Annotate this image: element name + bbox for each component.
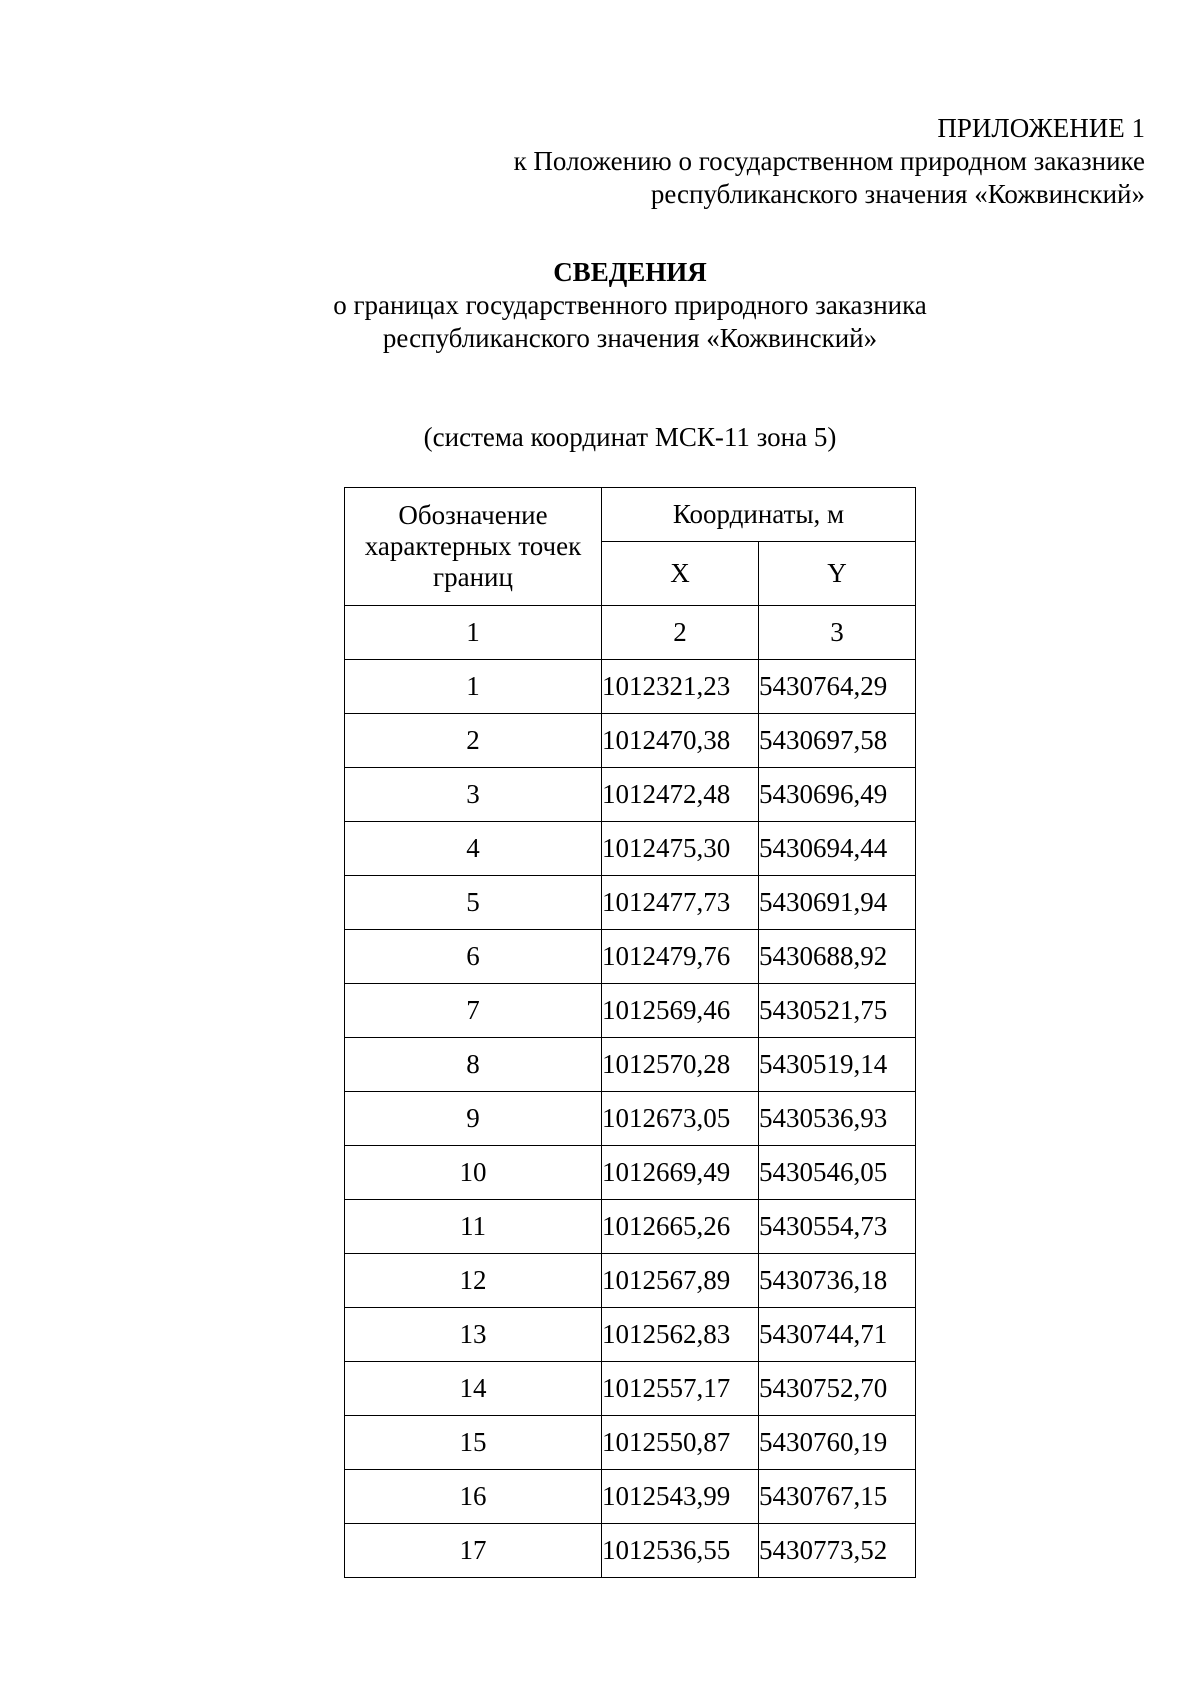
table-row xyxy=(345,1146,916,1200)
x-coordinate-cell: 1012543,99 xyxy=(602,1470,759,1524)
point-id-cell: 2 xyxy=(345,714,602,768)
coordinate-system-note: (система координат МСК-11 зона 5) xyxy=(423,422,837,452)
point-id-cell: 6 xyxy=(345,930,602,984)
table-row xyxy=(345,1092,916,1146)
x-coordinate-cell: 1012472,48 xyxy=(602,768,759,822)
point-id-cell: 11 xyxy=(345,1200,602,1254)
header-coordinates: Координаты, м xyxy=(602,488,916,542)
x-coordinate-cell: 1012673,05 xyxy=(602,1092,759,1146)
coordinates-table xyxy=(344,487,916,1578)
appendix-label: ПРИЛОЖЕНИЕ 1 xyxy=(937,113,1145,143)
y-coordinate-cell: 5430519,14 xyxy=(759,1038,916,1092)
y-coordinate-cell: 5430773,52 xyxy=(759,1524,916,1578)
table-row xyxy=(345,768,916,822)
point-id-cell: 4 xyxy=(345,822,602,876)
x-coordinate-cell: 1012665,26 xyxy=(602,1200,759,1254)
table-row xyxy=(345,1038,916,1092)
point-id-cell: 10 xyxy=(345,1146,602,1200)
x-coordinate-cell: 1012479,76 xyxy=(602,930,759,984)
header-y: Y xyxy=(759,542,916,606)
table-row xyxy=(345,1416,916,1470)
y-coordinate-cell: 5430554,73 xyxy=(759,1200,916,1254)
column-number: 3 xyxy=(759,606,916,660)
appendix-reference-continued: республиканского значения «Кожвинский» xyxy=(650,179,1145,209)
x-coordinate-cell: 1012570,28 xyxy=(602,1038,759,1092)
y-coordinate-cell: 5430764,29 xyxy=(759,660,916,714)
y-coordinate-cell: 5430744,71 xyxy=(759,1308,916,1362)
point-id-cell: 7 xyxy=(345,984,602,1038)
header-points: Обозначение характерных точек границ xyxy=(345,488,602,606)
document-subtitle-continued: республиканского значения «Кожвинский» xyxy=(382,323,878,353)
y-coordinate-cell: 5430688,92 xyxy=(759,930,916,984)
point-id-cell: 9 xyxy=(345,1092,602,1146)
y-coordinate-cell: 5430697,58 xyxy=(759,714,916,768)
table-row xyxy=(345,1524,916,1578)
x-coordinate-cell: 1012569,46 xyxy=(602,984,759,1038)
document-subtitle: о границах государственного природного заказника xyxy=(333,290,927,320)
y-coordinate-cell: 5430760,19 xyxy=(759,1416,916,1470)
table-row xyxy=(345,714,916,768)
point-id-cell: 16 xyxy=(345,1470,602,1524)
y-coordinate-cell: 5430536,93 xyxy=(759,1092,916,1146)
table-row xyxy=(345,1308,916,1362)
point-id-cell: 8 xyxy=(345,1038,602,1092)
x-coordinate-cell: 1012475,30 xyxy=(602,822,759,876)
y-coordinate-cell: 5430521,75 xyxy=(759,984,916,1038)
column-number: 2 xyxy=(602,606,759,660)
table-row xyxy=(345,822,916,876)
table-row xyxy=(345,984,916,1038)
appendix-reference: к Положению о государственном природном заказнике xyxy=(513,146,1145,176)
x-coordinate-cell: 1012470,38 xyxy=(602,714,759,768)
table-row xyxy=(345,1362,916,1416)
y-coordinate-cell: 5430546,05 xyxy=(759,1146,916,1200)
header-x: X xyxy=(602,542,759,606)
point-id-cell: 17 xyxy=(345,1524,602,1578)
x-coordinate-cell: 1012567,89 xyxy=(602,1254,759,1308)
y-coordinate-cell: 5430767,15 xyxy=(759,1470,916,1524)
point-id-cell: 3 xyxy=(345,768,602,822)
point-id-cell: 5 xyxy=(345,876,602,930)
table-row xyxy=(345,660,916,714)
document-heading xyxy=(0,256,1200,355)
table-row xyxy=(345,1200,916,1254)
appendix-block xyxy=(245,112,1145,211)
table-row xyxy=(345,1254,916,1308)
document-title: СВЕДЕНИЯ xyxy=(553,257,707,287)
y-coordinate-cell: 5430696,49 xyxy=(759,768,916,822)
x-coordinate-cell: 1012550,87 xyxy=(602,1416,759,1470)
x-coordinate-cell: 1012536,55 xyxy=(602,1524,759,1578)
table-row xyxy=(345,1470,916,1524)
column-number: 1 xyxy=(345,606,602,660)
point-id-cell: 1 xyxy=(345,660,602,714)
x-coordinate-cell: 1012477,73 xyxy=(602,876,759,930)
y-coordinate-cell: 5430691,94 xyxy=(759,876,916,930)
table-row xyxy=(345,876,916,930)
x-coordinate-cell: 1012321,23 xyxy=(602,660,759,714)
x-coordinate-cell: 1012562,83 xyxy=(602,1308,759,1362)
point-id-cell: 12 xyxy=(345,1254,602,1308)
table-row xyxy=(345,930,916,984)
x-coordinate-cell: 1012557,17 xyxy=(602,1362,759,1416)
y-coordinate-cell: 5430752,70 xyxy=(759,1362,916,1416)
x-coordinate-cell: 1012669,49 xyxy=(602,1146,759,1200)
point-id-cell: 13 xyxy=(345,1308,602,1362)
column-number-row xyxy=(345,606,916,660)
y-coordinate-cell: 5430736,18 xyxy=(759,1254,916,1308)
y-coordinate-cell: 5430694,44 xyxy=(759,822,916,876)
point-id-cell: 14 xyxy=(345,1362,602,1416)
point-id-cell: 15 xyxy=(345,1416,602,1470)
